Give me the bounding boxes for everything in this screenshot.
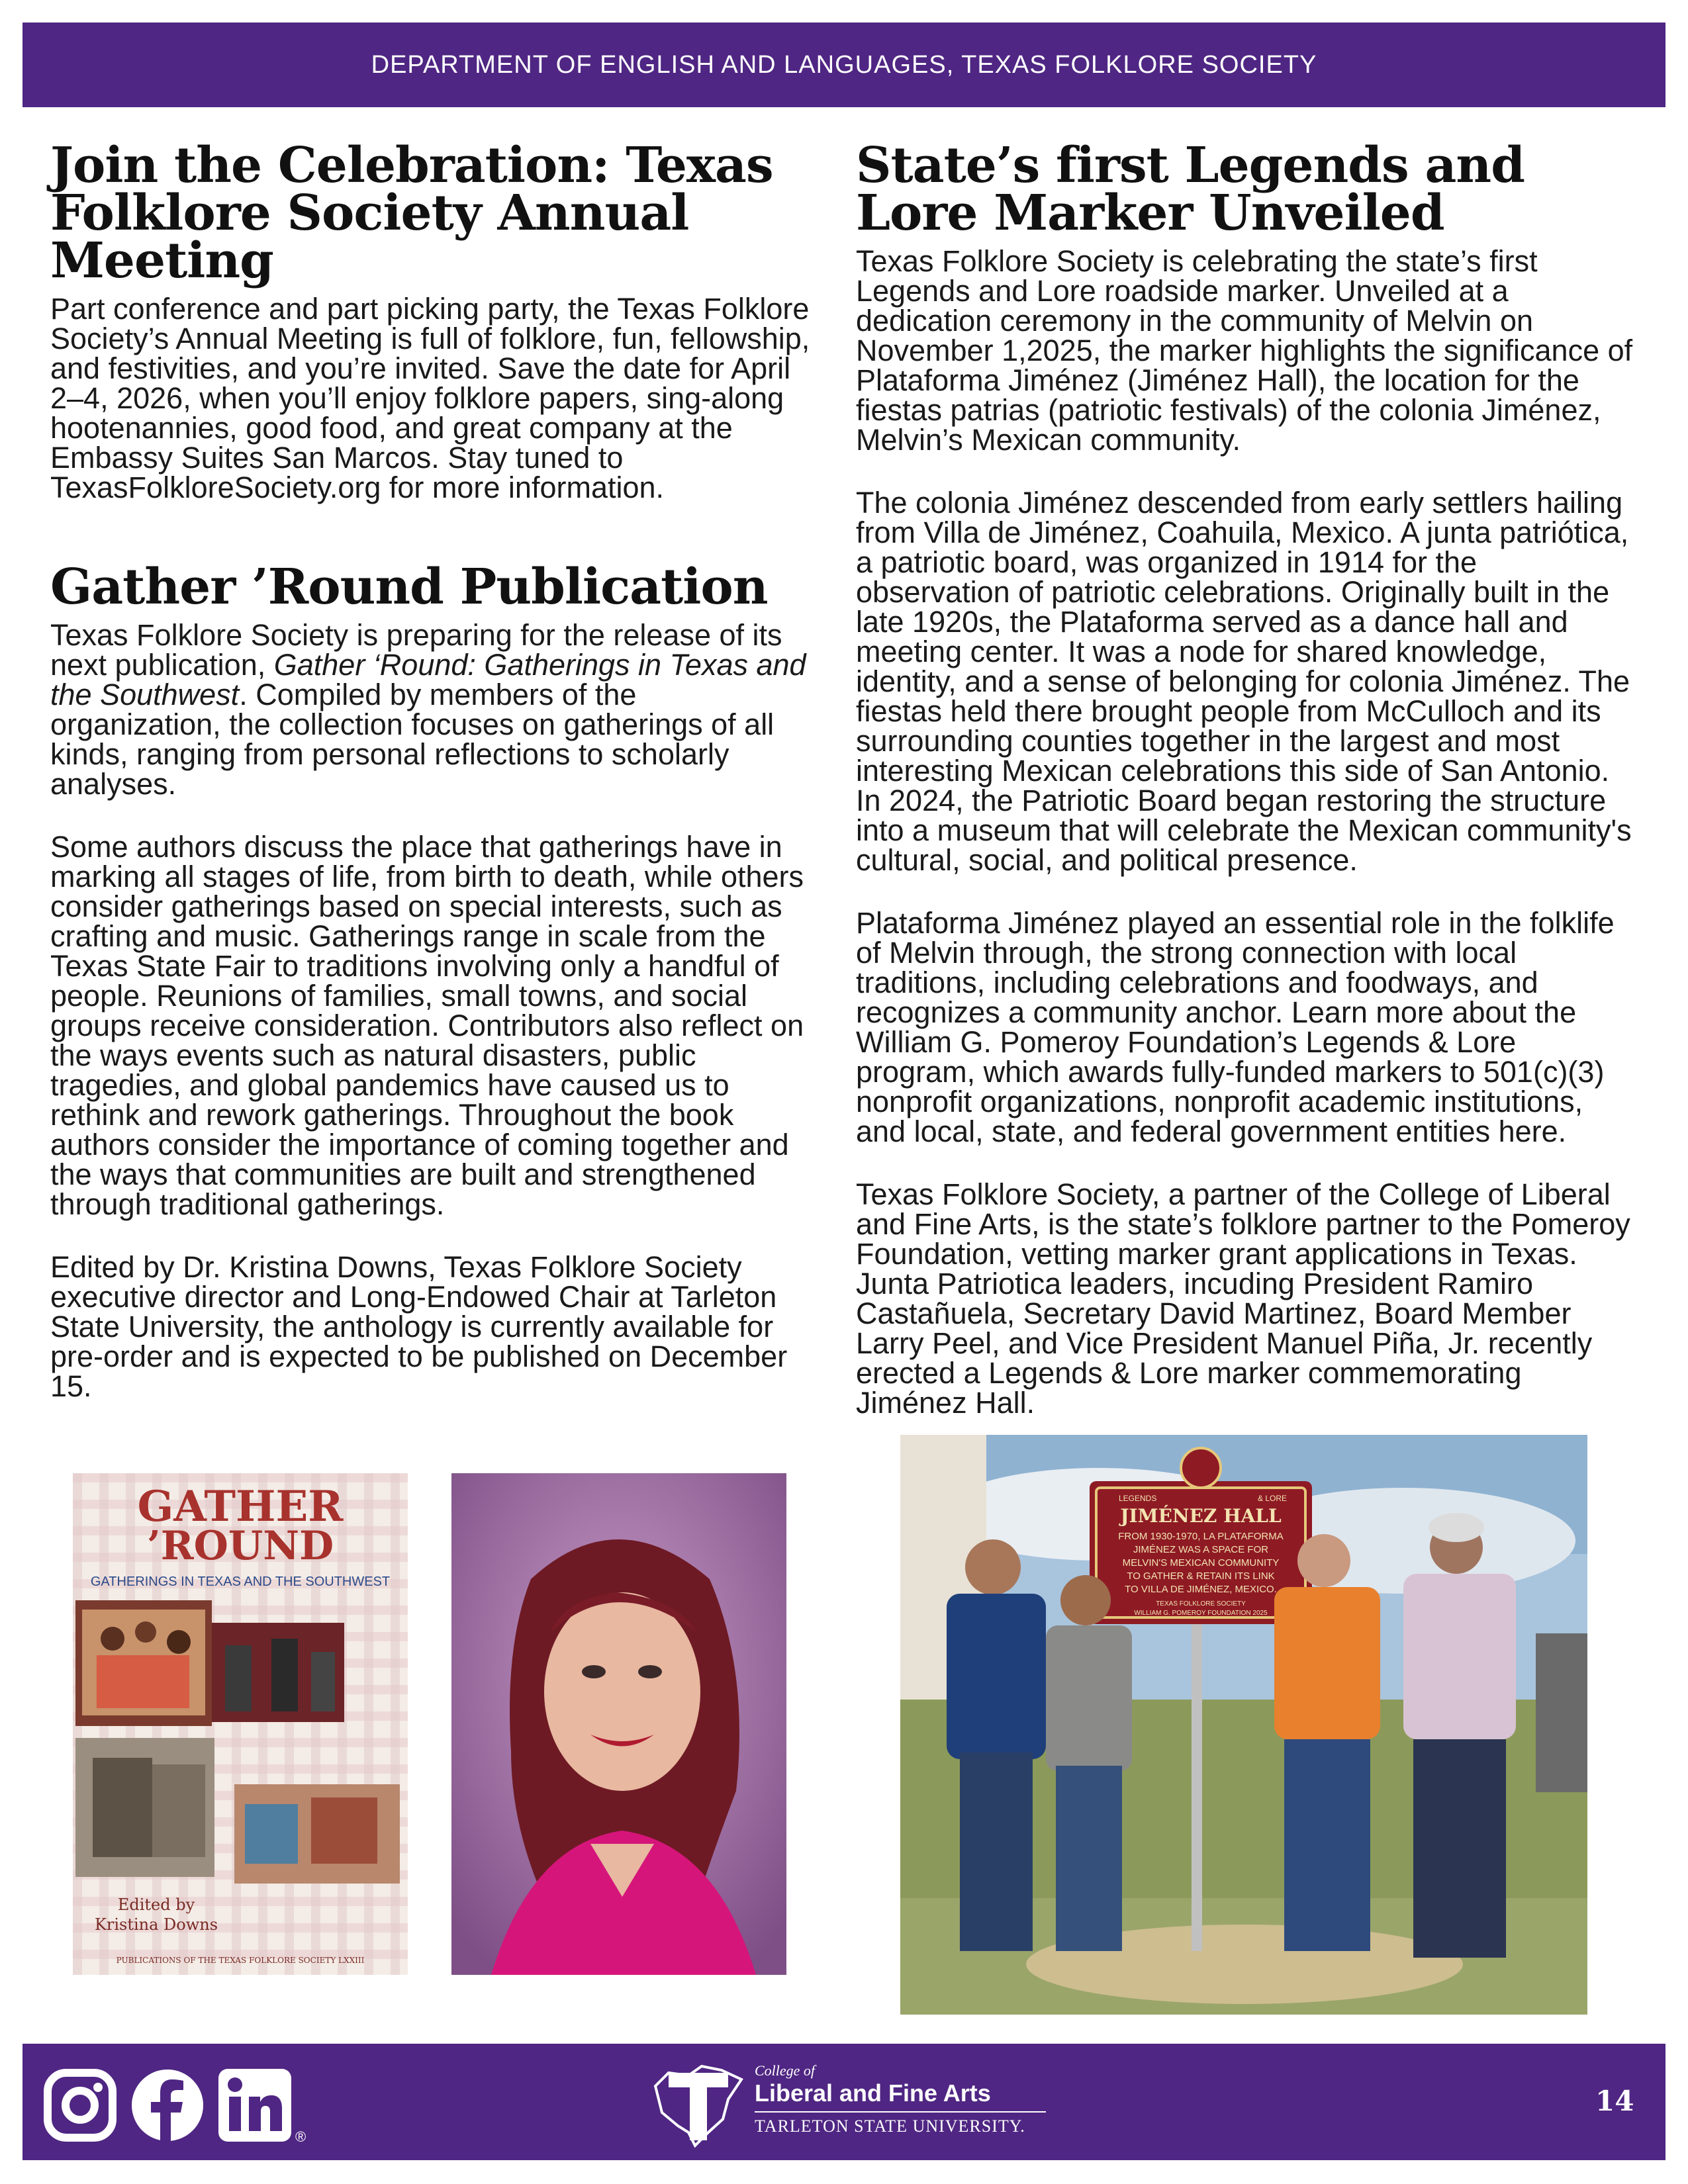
book-edited-by: Edited by [117, 1895, 195, 1914]
book-title-line1: GATHER [137, 1482, 344, 1531]
marker-line-5: TO VILLA DE JIMÉNEZ, MEXICO. [1125, 1584, 1277, 1595]
marker-line-3: MELVIN'S MEXICAN COMMUNITY [1122, 1557, 1280, 1569]
logo-divider [755, 2111, 1046, 2113]
marker-line-1: FROM 1930-1970, LA PLATAFORMA [1118, 1531, 1284, 1542]
marker-paragraph-3: Plataforma Jiménez played an essential role in the folklife of Melvin through, the strong connection with local traditions, including celebrations and foodways, and recognizes a community anchor. Learn more about the William G. Pomeroy Foundation’s Legends & Lore program, which awards fully-funded markers to 501(c)(3) nonprofit organizations, nonprofit academic institutions, and local, state, and federal government entities here. [856, 906, 1615, 1148]
marker-heading: State’s first Legends and Lore Marker Unveiled [856, 137, 1524, 242]
gather-round-paragraph-3: Edited by Dr. Kristina Downs, Texas Folklore Society executive director and Long-Endowed Chair at Tarleton State University, the anthology is currently available for pre-order and is expected to be published on December 15. [50, 1250, 788, 1403]
annual-meeting-heading: Join the Celebration: Texas Folklore Society Annual Meeting [50, 137, 773, 289]
paragraph-text: . Compiled by members of the organization, the collection focuses on gatherings of all kinds, ranging from personal reflections to scholarly analyses. [50, 678, 774, 801]
book-subtitle: GATHERINGS IN TEXAS AND THE SOUTHWEST [90, 1574, 391, 1589]
book-title-italic: Gather ‘Round: Gatherings in Texas and the Southwest [50, 648, 806, 711]
marker-paragraph-2: The colonia Jiménez descended from early settlers hailing from Villa de Jiménez, Coahuila, Mexico. A junta patriótica, a patriotic board, was organized in 1914 for the observation of patriotic celebrations. Originally built in the late 1920s, the Plataforma served as a dance hall and meeting center. It was a node for shared knowledge, identity, and a sense of belonging for colonia Jiménez. The fiestas held there brought people from McCulloch and its surrounding counties together in the largest and most interesting Mexican celebrations this side of San Antonio. In 2024, the Patriotic Board began restoring the structure into a museum that will celebrate the Mexican community's cultural, social, and political presence. [856, 486, 1632, 877]
book-editor-name: Kristina Downs [94, 1915, 218, 1934]
registered-mark: ® [295, 2128, 306, 2145]
marker-paragraph-4: Texas Folklore Society, a partner of the College of Liberal and Fine Arts, is the state’s folklore partner to the Pomeroy Foundation, vetting marker grant applications in Texas. Junta Patriotica leaders, incuding President Ramiro Castañuela, Secretary David Martinez, Board Member Larry Peel, and Vice President Manuel Piña, Jr. recently erected a Legends & Lore marker commemorating Jiménez Hall. [856, 1177, 1630, 1420]
marker-top-left: LEGENDS [1119, 1494, 1157, 1503]
gather-round-paragraph-1 [50, 620, 812, 799]
logo-university: TARLETON STATE UNIVERSITY. [755, 2116, 1025, 2136]
instagram-icon[interactable] [44, 2069, 117, 2142]
header-bar [23, 23, 1665, 107]
gather-round-heading: Gather ’Round Publication [50, 559, 768, 615]
marker-photo [900, 1435, 1587, 2015]
marker-line-2: JIMÉNEZ WAS A SPACE FOR [1133, 1544, 1269, 1555]
marker-line-4: TO GATHER & RETAIN ITS LINK [1127, 1570, 1275, 1582]
book-cover-image [73, 1473, 408, 1975]
paragraph-text: Texas Folklore Society is preparing for the release of its next publication, [50, 618, 782, 682]
linkedin-icon[interactable] [218, 2069, 291, 2142]
gather-round-paragraph-2: Some authors discuss the place that gatherings have in marking all stages of life, from birth to death, while others consider gatherings based on special interests, such as crafting and music. Gatherings range in scale from the Texas State Fair to traditions involving only a handful of people. Reunions of families, small towns, and social groups receive consideration. Contributors also reflect on the ways events such as natural disasters, public tragedies, and global pandemics have caused us to rethink and rework gatherings. Throughout the book authors consider the importance of coming together and the ways that communities are built and strengthened through traditional gatherings. [50, 830, 804, 1221]
marker-name: JIMÉNEZ HALL [1120, 1505, 1282, 1527]
book-title-line2: ’ROUND [146, 1523, 334, 1569]
marker-paragraph-1: Texas Folklore Society is celebrating the state’s first Legends and Lore roadside marker. Unveiled at a dedication ceremony in the community of Melvin on November 1,2025, the marker highlights the significance of Plataforma Jiménez (Jiménez Hall), the location for the fiestas patrias (patriotic festivals) of the colonia Jiménez, Melvin’s Mexican community. [856, 244, 1633, 457]
annual-meeting-paragraph: Part conference and part picking party, the Texas Folklore Society’s Annual Meeting is full of folklore, fun, fellowship, and festivities, and you’re invited. Save the date for April 2–4, 2026, when you’ll enjoy folklore papers, sing-along hootenannies, good food, and great company at the Embassy Suites San Marcos. Stay tuned to TexasFolkloreSociety.org for more information. [50, 292, 810, 504]
right-column [856, 137, 1637, 1451]
left-column [50, 137, 812, 1434]
marker-line-6: TEXAS FOLKLORE SOCIETY [1156, 1600, 1246, 1608]
facebook-icon[interactable] [131, 2069, 204, 2142]
portrait-image [451, 1473, 786, 1975]
tarleton-logo-icon [649, 2060, 748, 2148]
header-title: DEPARTMENT OF ENGLISH AND LANGUAGES, TEXAS FOLKLORE SOCIETY [371, 50, 1317, 79]
page-number: 14 [1595, 2085, 1634, 2117]
book-series: PUBLICATIONS OF THE TEXAS FOLKLORE SOCIETY LXXIII [116, 1956, 365, 1965]
marker-top-right: & LORE [1258, 1494, 1288, 1503]
college-logo[interactable] [649, 2060, 1059, 2148]
logo-college-of: College of [755, 2062, 816, 2079]
marker-line-7: WILLIAM G. POMEROY FOUNDATION 2025 [1134, 1610, 1268, 1617]
logo-college-name: Liberal and Fine Arts [755, 2079, 991, 2107]
